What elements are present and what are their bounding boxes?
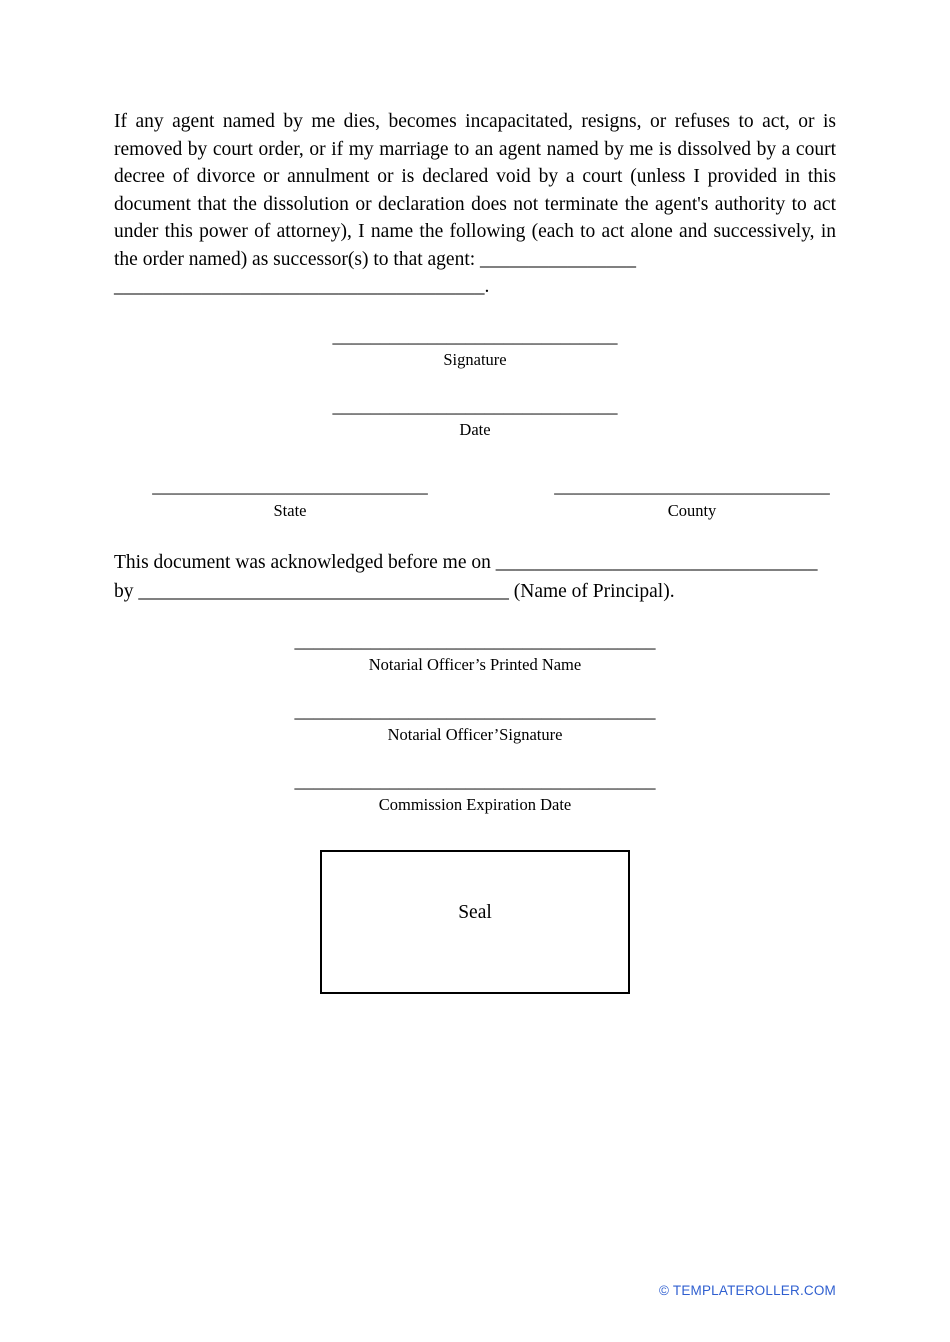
successor-agent-paragraph: If any agent named by me dies, becomes incapacitated, resigns, or refuses to act, or is removed by court order, or if my marriage to an agent named by me is dissolved by a court decree of divorce or annulment or is declared void by a court (unless I provided in this document that the dissolution or declaration does not terminate the agent's authority to act under this power of attorney), I name the following (each to act alone and successively, in the order named) as successor(s) to that agent: ________________ xyxy=(114,111,836,270)
notary-printed-name-line[interactable]: ______________________________________ xyxy=(294,630,656,652)
successor-agent-paragraph-tail: ______________________________________. xyxy=(114,276,490,297)
notary-printed-name-label: Notarial Officer’s Printed Name xyxy=(368,654,582,674)
commission-expiration-line[interactable]: ______________________________________ xyxy=(294,770,656,792)
signature-line[interactable]: ______________________________ xyxy=(332,325,618,347)
state-block xyxy=(150,477,430,522)
acknowledgment-line-1[interactable]: This document was acknowledged before me on _________________________________ xyxy=(114,551,818,573)
county-label: County xyxy=(667,500,717,520)
state-county-row xyxy=(114,477,836,522)
notary-signature-line[interactable]: ______________________________________ xyxy=(294,700,656,722)
commission-expiration-label: Commission Expiration Date xyxy=(378,794,572,814)
acknowledgment-block xyxy=(114,548,836,606)
county-block xyxy=(552,477,832,522)
date-block xyxy=(114,397,836,441)
signature-block xyxy=(114,327,836,371)
document-body xyxy=(114,108,836,994)
commission-expiration-block xyxy=(114,772,836,816)
county-line[interactable]: _____________________________ xyxy=(554,475,830,497)
date-label: Date xyxy=(459,419,491,439)
notary-signature-block xyxy=(114,702,836,746)
acknowledgment-line-2[interactable]: by ______________________________________ (Name of Principal). xyxy=(114,580,675,602)
seal-label: Seal xyxy=(458,901,492,923)
notary-printed-name-block xyxy=(114,632,836,676)
state-line[interactable]: _____________________________ xyxy=(152,475,428,497)
seal-box xyxy=(320,850,630,994)
footer-copyright[interactable]: © TEMPLATEROLLER.COM xyxy=(659,1283,836,1298)
notary-signature-label: Notarial Officer’Signature xyxy=(387,724,563,744)
signature-label: Signature xyxy=(443,349,507,369)
date-line[interactable]: ______________________________ xyxy=(332,395,618,417)
state-label: State xyxy=(273,500,307,520)
